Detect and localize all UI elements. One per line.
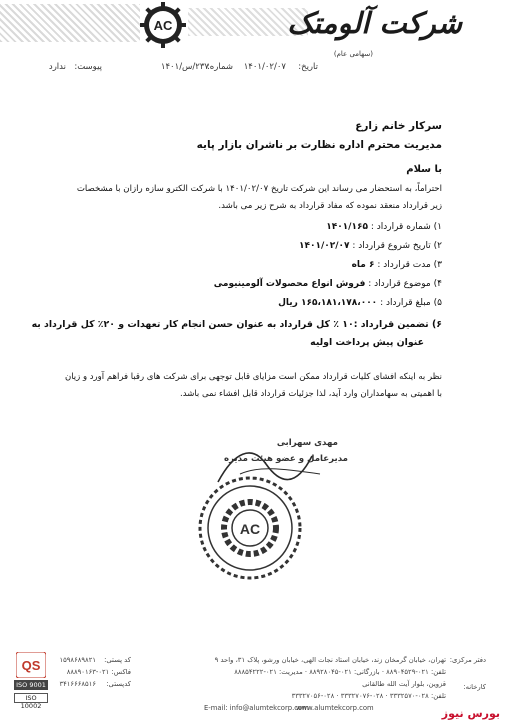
number-label: شماره: — [206, 62, 233, 72]
hq-address: تهران، خیابان گرمخان زند، خیابان استاد نجات الهی، خیابان ورشو، پلاک ۳۱، واحد ۹ — [214, 656, 446, 664]
hq-postal-label: کد پستی: — [104, 656, 131, 664]
item-label: مبلغ قرارداد : — [380, 298, 431, 308]
item-number: ۱) — [433, 222, 442, 232]
recipient-department: مدیریت محترم اداره نظارت بر ناشران بازار پایه — [196, 139, 442, 151]
list-item — [278, 298, 442, 308]
item-label: موضوع قرارداد : — [368, 279, 431, 289]
iso-10002-badge: ISO 10002 — [14, 693, 48, 703]
item-value: ۱۶۵،۱۸۱،۱۷۸،۰۰۰ ریال — [278, 298, 378, 308]
website-link[interactable]: www.alumtekcorp.com — [296, 704, 374, 712]
company-subtitle: (سهامی عام) — [333, 50, 373, 58]
attachment-value: ندارد — [48, 62, 66, 72]
seal-text: AC — [239, 521, 261, 537]
number-value: ۲۳۷/س/۱۴۰۱ — [160, 62, 209, 72]
gear-logo-icon — [140, 2, 186, 48]
list-item-6-line-2: عنوان پیش پرداخت اولیه — [310, 337, 424, 348]
hq-phone: تلفن: ۰۲۱-۸۸۹۰۴۵۲۹ · بازرگانی: ۰۲۱-۸۸۹۲۸۰۴۵ · مدیریت: ۰۲۱-۸۸۸۵۴۲۲۲ — [234, 668, 446, 676]
item-number: ۲) — [433, 241, 442, 251]
item-label: مدت قرارداد : — [377, 260, 431, 270]
hq-fax: فاکس: ۰۲۱-۸۸۸۹۰۱۶۳ — [66, 668, 131, 676]
attachment-label: پیوست: — [74, 62, 102, 72]
header-band — [0, 0, 300, 46]
item-value: ۱۴۰۱/۰۲/۰۷ — [298, 241, 350, 251]
item-number: ۵) — [433, 298, 442, 308]
paragraph-2-line-2: با اهمیتی به سهامداران وارد آید، لذا جزئیات قرارداد قابل افشاء نمی باشد. — [180, 389, 442, 399]
paragraph-1-line-2: زیر قرارداد منعقد نموده که مفاد قرارداد به شرح زیر می باشد. — [218, 201, 442, 211]
item-number: ۶) — [431, 319, 442, 330]
date-value: ۱۴۰۱/۰۲/۰۷ — [243, 62, 286, 72]
item-label: تاریخ شروع قرارداد : — [352, 241, 431, 251]
factory-postal: ۳۴۱۶۶۶۸۵۱۶ — [59, 680, 96, 688]
item-value: ۱۴۰۱/۱۶۵ — [326, 222, 368, 232]
hq-postal: ۱۵۹۸۶۸۹۸۲۱ — [59, 656, 96, 664]
company-name: شرکت آلومتک — [287, 6, 462, 40]
qs-logo-icon — [16, 652, 46, 678]
item-value: فروش انواع محصولات آلومینیومی — [213, 279, 366, 289]
logo-text: AC — [153, 18, 173, 33]
list-item — [299, 241, 442, 251]
signatory-name: مهدی سهرابی — [276, 438, 338, 448]
list-item — [352, 260, 442, 270]
item-label: شماره قرارداد : — [370, 222, 431, 232]
signatory-title: مدیرعامل و عضو هیئت مدیره — [224, 454, 348, 464]
hq-label: دفتر مرکزی: — [449, 656, 486, 664]
list-item-6-line-1 — [32, 319, 442, 330]
factory-label: کارخانه: — [463, 683, 486, 691]
item-value: ۶ ماه — [351, 260, 375, 270]
email-link[interactable]: E-mail: info@alumtekcorp.com — [204, 704, 309, 712]
factory-phone: تلفن: ۰۲۸-۳۳۳۲۵۷۰ · ۰۲۸-۳۳۳۲۷۰۷۶ · ۰۲۸-۳۳۳۲۷۰۵۶ — [291, 692, 446, 700]
list-item — [326, 222, 442, 232]
date-label: تاریخ: — [298, 62, 318, 72]
recipient-name: سرکار خانم زارع — [355, 120, 442, 132]
paragraph-1-line-1: احتراماً، به استحضار می رساند این شرکت تاریخ ۱۴۰۱/۰۲/۰۷ با شرکت الکترو سازه رازان با مشخصات — [76, 184, 442, 194]
item-number: ۴) — [433, 279, 442, 289]
list-item — [214, 279, 442, 289]
item-number: ۳) — [433, 260, 442, 270]
watermark-brand: بورس نیوز — [441, 707, 500, 720]
greeting: با سلام — [406, 164, 442, 175]
qs-text: QS — [21, 658, 41, 673]
factory-postal-label: کدپستی: — [106, 680, 131, 688]
iso-9001-badge: ISO 9001 — [14, 680, 48, 690]
factory-address: قزوین، بلوار آیت الله طالقانی — [362, 680, 446, 688]
paragraph-2-line-1: نظر به اینکه افشای کلیات قرارداد ممکن است مزایای قابل توجهی برای شرکت های رقبا فراهم آورد و زیان — [64, 372, 442, 382]
company-seal-icon — [196, 474, 304, 582]
header-pattern — [0, 4, 140, 42]
item-text: تضمین قرارداد :۱۰ ٪ کل قرارداد به عنوان حسن انجام کار تعهدات و ۲۰٪ کل قرارداد به — [31, 319, 429, 330]
